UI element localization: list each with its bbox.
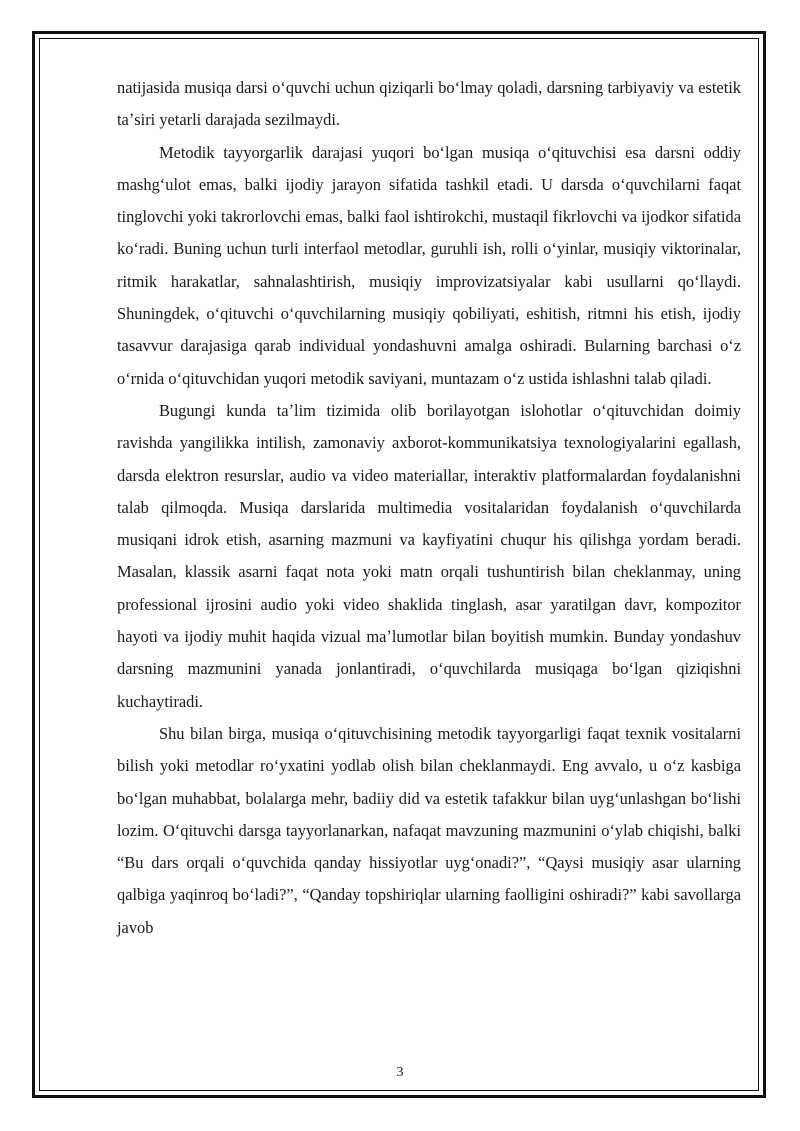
paragraph-teacher-qualities: Shu bilan birga, musiqa oʻqituvchisining metodik tayyorgarligi faqat texnik vositalarni bilish yoki metodlar roʻyxatini yodlab olish bilan cheklanmaydi. Eng avvalo, u oʻz kasbiga boʻlgan muhabbat, bolalarga mehr, badiiy did va estetik tafakkur bilan uygʻunlashgan boʻlishi lozim. Oʻqituvchi darsga tayyorlanarkan, nafaqat mavzuning mazmunini oʻylab chiqishi, balki “Bu dars orqali oʻquvchida qanday hissiyotlar uygʻonadi?”, “Qaysi musiqiy asar ularning qalbiga yaqinroq boʻladi?”, “Qanday topshiriqlar ularning faolligini oshiradi?” kabi savollarga javob — [117, 723, 741, 937]
page-body — [117, 72, 741, 944]
paragraph-education-reforms: Bugungi kunda taʼlim tizimida olib borilayotgan islohotlar oʻqituvchidan doimiy ravishda yangilikka intilish, zamonaviy axborot-kommunikatsiya texnologiyalarini egallash, darsda elektron resurslar, audio va video materiallar, interaktiv platformalardan foydalanishni talab qilmoqda. Musiqa darslarida multimedia vositalaridan foydalanish oʻquvchilarda musiqani idrok etish, asarning mazmuni va kayfiyatini chuqur his qilishga yordam beradi. Masalan, klassik asarni faqat nota yoki matn orqali tushuntirish bilan cheklanmay, uning professional ijrosini audio yoki video shaklida tinglash, asar yaratilgan davr, kompozitor hayoti va ijodiy muhit haqida vizual maʼlumotlar bilan boyitish mumkin. Bunday yondashuv darsning mazmunini yanada jonlantiradi, oʻquvchilarda musiqaga boʻlgan qiziqishni kuchaytiradi. — [117, 400, 741, 711]
paragraph-continuation: natijasida musiqa darsi oʻquvchi uchun qiziqarli boʻlmay qoladi, darsning tarbiyaviy va estetik taʼsiri yetarli darajada sezilmaydi. — [117, 78, 741, 130]
page-number: 3 — [396, 1065, 404, 1080]
paragraph-methodical-preparation: Metodik tayyorgarlik darajasi yuqori boʻlgan musiqa oʻqituvchisi esa darsni oddiy mashgʻulot emas, balki ijodiy jarayon sifatida tashkil etadi. U darsda oʻquvchilarni faqat tinglovchi yoki takrorlovchi emas, balki faol ishtirokchi, mustaqil fikrlovchi va ijodkor sifatida koʻradi. Buning uchun turli interfaol metodlar, guruhli ish, rolli oʻyinlar, musiqiy viktorinalar, ritmik harakatlar, sahnalashtirish, musiqiy improvizatsiyalar kabi usullarni qoʻllaydi. Shuningdek, oʻqituvchi oʻquvchilarning musiqiy qobiliyati, eshitish, ritmni his etish, ijodiy tasavvur darajasiga qarab individual yondashuvni amalga oshiradi. Bularning barchasi oʻz oʻrnida oʻqituvchidan yuqori metodik saviyani, muntazam oʻz ustida ishlashni talab qiladi. — [117, 142, 741, 388]
